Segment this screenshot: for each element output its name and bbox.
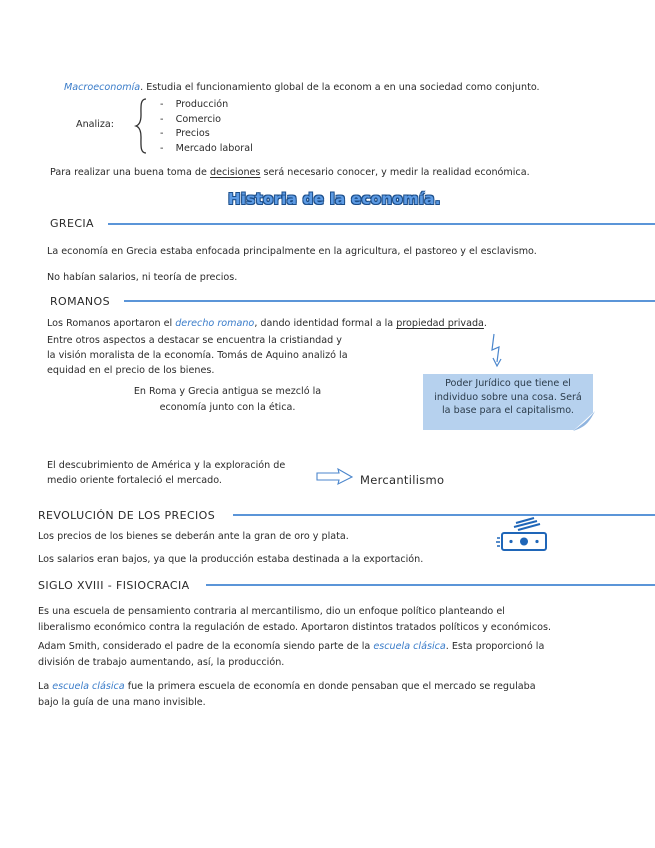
revolucion-paragraph-2: Los salarios eran bajos, ya que la producción estaba destinada a la exportación. <box>38 554 424 565</box>
escuela-clasica-term: escuela clásica <box>373 641 446 652</box>
outline-arrow-icon <box>315 468 355 486</box>
section-divider <box>124 300 655 302</box>
propiedad-privada-term: propiedad privada <box>396 318 484 329</box>
fisiocracia-paragraph-2: Adam Smith, considerado el padre de la economía siendo parte de la escuela clásica. Esta proporcionó la división de trabajo aumentando, así, la producción. <box>38 641 545 668</box>
romanos-paragraph: Entre otros aspectos a destacar se encuentra la cristiandad y la visión moralista de la economía. Tomás de Aquino analizó la equidad en el precio de los bienes. <box>47 335 348 376</box>
definition-text: . Estudia el funcionamiento global de la econom a en una sociedad como conjunto. <box>140 82 540 93</box>
grecia-paragraph-1: La economía en Grecia estaba enfocada principalmente en la agricultura, el pastoreo y el esclavismo. <box>47 246 537 257</box>
mercantilismo-label: Mercantilismo <box>360 473 445 487</box>
list-item: - Producción <box>160 99 229 110</box>
list-item: - Comercio <box>160 113 222 125</box>
section-divider <box>233 514 655 516</box>
escuela-clasica-term: escuela clásica <box>52 681 125 692</box>
section-heading-romanos: ROMANOS <box>50 295 110 308</box>
section-divider <box>108 223 655 225</box>
romanos-line-1: Los Romanos aportaron el derecho romano, dando identidad formal a la propiedad privada. <box>47 318 487 329</box>
sticky-note: Poder Jurídico que tiene el individuo sobre una cosa. Será la base para el capitalismo. <box>423 374 593 430</box>
section-heading-revolucion: REVOLUCIÓN DE LOS PRECIOS <box>38 509 216 522</box>
america-paragraph: El descubrimiento de América y la exploración de medio oriente fortaleció el mercado. <box>47 460 286 486</box>
macroeconomia-term: Macroeconomía <box>64 82 141 93</box>
fisiocracia-paragraph-1: Es una escuela de pensamiento contraria al mercantilismo, dio un enfoque político planteando el liberalismo económico contra la regulación de estado. Aportaron distintos tratados políticos y económicos. <box>38 606 552 633</box>
curly-brace-icon <box>134 97 150 155</box>
note-fold-corner <box>573 411 595 431</box>
section-divider <box>206 584 655 586</box>
revolucion-paragraph-1: Los precios de los bienes se deberán ante la gran de oro y plata. <box>38 531 349 542</box>
decision-paragraph: Para realizar una buena toma de decisiones será necesario conocer, y medir la realidad económica. <box>50 167 530 178</box>
grecia-paragraph-2: No habían salarios, ni teoría de precios. <box>47 272 238 283</box>
section-heading-grecia: GRECIA <box>50 217 94 230</box>
decisiones-term: decisiones <box>209 167 261 178</box>
list-item: - Precios <box>160 128 210 139</box>
money-icon <box>494 517 550 553</box>
derecho-romano-term: derecho romano <box>175 318 255 329</box>
section-heading-fisiocracia: SIGLO XVIII - FISIOCRACIA <box>38 579 190 592</box>
list-item: - Mercado laboral <box>160 142 253 154</box>
fisiocracia-paragraph-3: La escuela clásica fue la primera escuela de economía en donde pensaban que el mercado se regulaba bajo la guía de una mano invisible. <box>38 681 536 708</box>
lightning-arrow-icon <box>488 332 510 370</box>
analiza-list <box>160 98 253 156</box>
page-title: Historia de la economía. <box>228 190 441 208</box>
etica-paragraph: En Roma y Grecia antigua se mezcló la economía junto con la ética. <box>133 386 322 413</box>
intro-definition <box>64 82 540 93</box>
analiza-label: Analiza: <box>76 119 115 130</box>
